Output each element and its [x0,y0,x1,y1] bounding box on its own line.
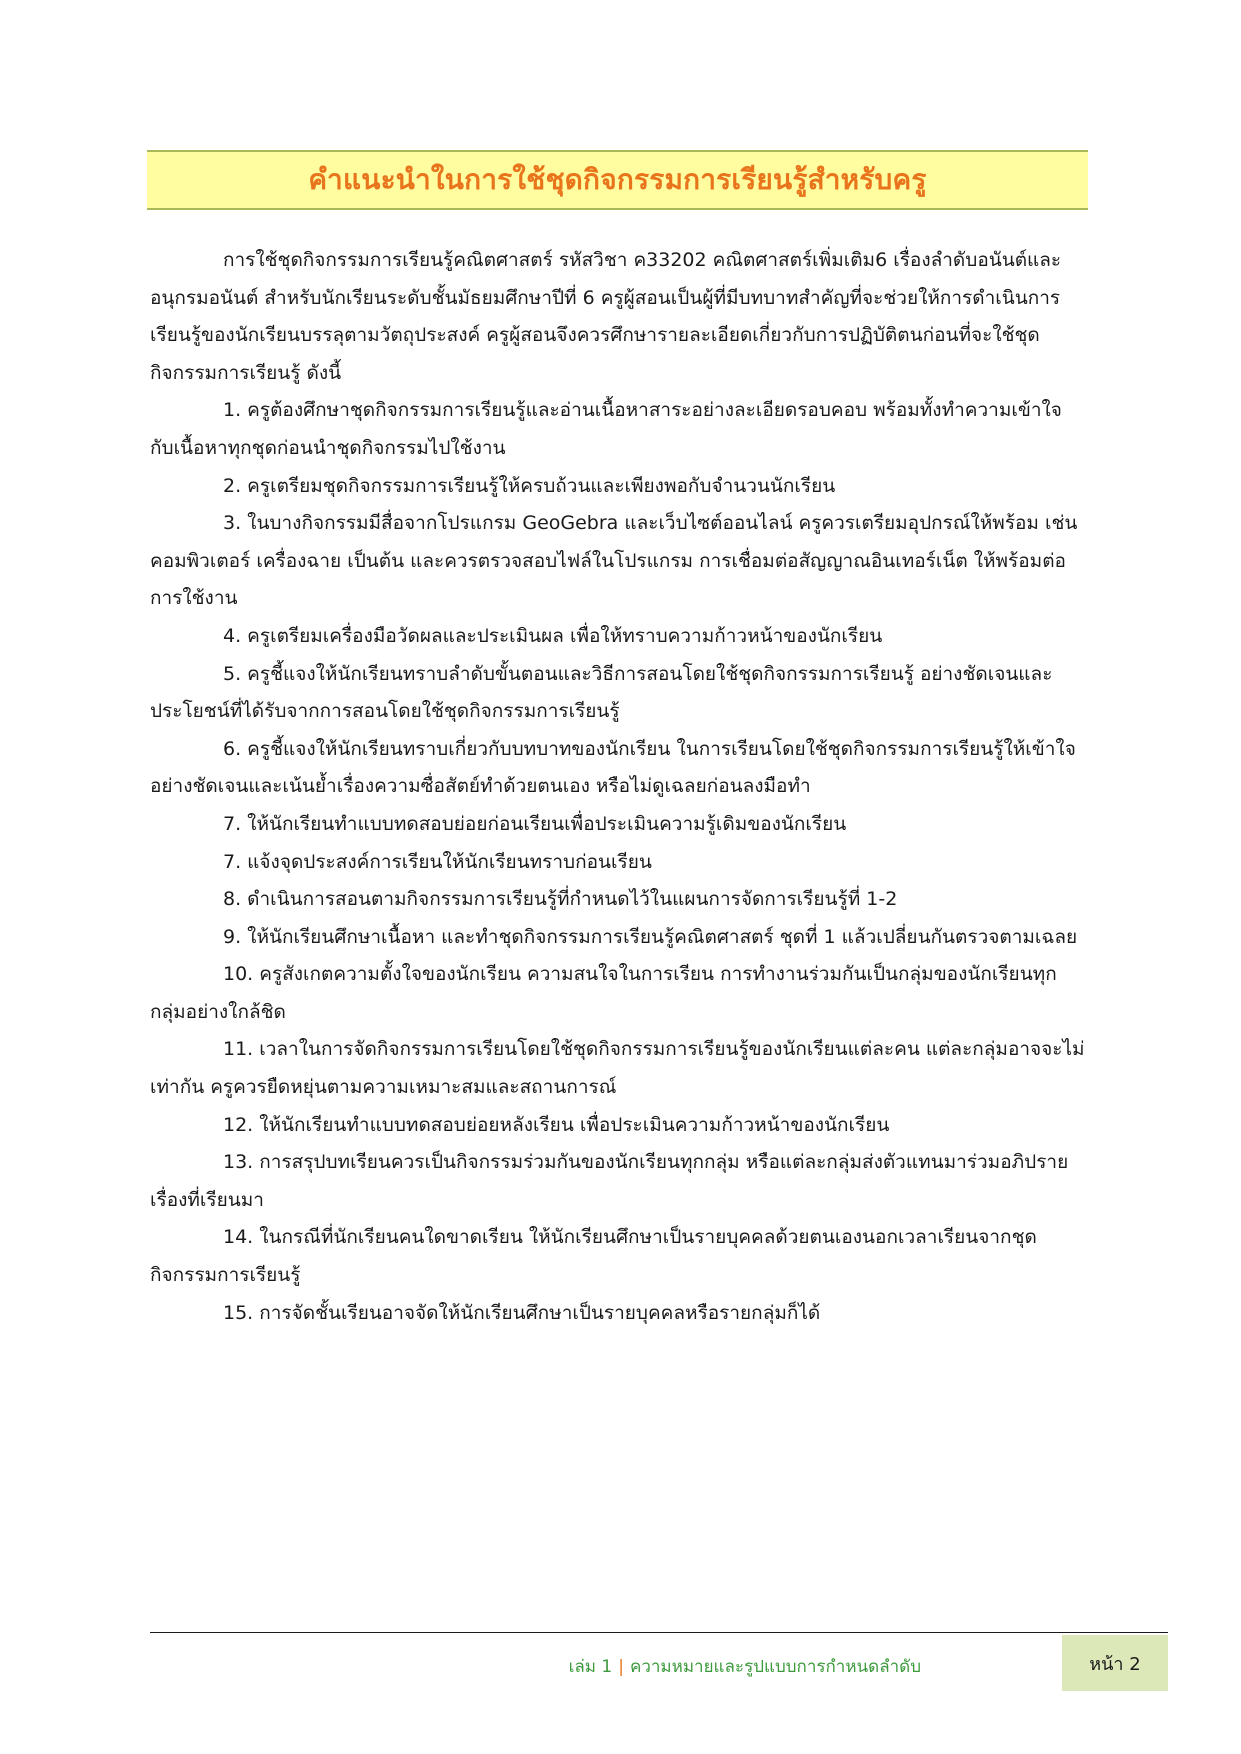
list-item: 2. ครูเตรียมชุดกิจกรรมการเรียนรู้ให้ครบถ้วนและเพียงพอกับจำนวนนักเรียน [223,474,836,497]
page-number-box [1062,1635,1168,1691]
list-item: 9. ให้นักเรียนศึกษาเนื้อหา และทำชุดกิจกรรมการเรียนรู้คณิตศาสตร์ ชุดที่ 1 แล้วเปลี่ยนกันตรวจตามเฉลย [223,925,1078,948]
instruction-body [150,242,1085,1332]
list-item: 12. ให้นักเรียนทำแบบทดสอบย่อยหลังเรียน เพื่อประเมินความก้าวหน้าของนักเรียน [223,1113,890,1136]
list-item: 7. ให้นักเรียนทำแบบทดสอบย่อยก่อนเรียนเพื่อประเมินความรู้เดิมของนักเรียน [223,812,847,835]
list-item: 5. ครูชี้แจงให้นักเรียนทราบลำดับขั้นตอนและวิธีการสอนโดยใช้ชุดกิจกรรมการเรียนรู้ อย่างชัดเจนและประโยชน์ที่ได้รับจากการสอนโดยใช้ชุดกิจกรรมการเรียนรู้ [150,662,1053,723]
list-item: 1. ครูต้องศึกษาชุดกิจกรรมการเรียนรู้และอ่านเนื้อหาสาระอย่างละเอียดรอบคอบ พร้อมทั้งทำความเข้าใจกับเนื้อหาทุกชุดก่อนนำชุดกิจกรรมไปใช้งาน [150,399,1062,459]
footer-separator: | [618,1657,624,1677]
title-banner [147,150,1088,210]
list-item: 15. การจัดชั้นเรียนอาจจัดให้นักเรียนศึกษาเป็นรายบุคคลหรือรายกลุ่มก็ได้ [223,1301,821,1324]
list-item: 7. แจ้งจุดประสงค์การเรียนให้นักเรียนทราบก่อนเรียน [223,850,652,873]
footer-book-info [569,1653,921,1680]
list-item: 3. ในบางกิจกรรมมีสื่อจากโปรแกรม GeoGebra และเว็บไซต์ออนไลน์ ครูควรเตรียมอุปกรณ์ให้พร้อม เช่น คอมพิวเตอร์ เครื่องฉาย เป็นต้น และควรตรวจสอบไฟล์ในโปรแกรม การเชื่อมต่อสัญญาณอินเทอร์เน็ต ให้พร้อมต่อการใช้งาน [150,512,1078,610]
footer-subject: ความหมายและรูปแบบการกำหนดลำดับ [629,1657,921,1677]
list-item: 11. เวลาในการจัดกิจกรรมการเรียนโดยใช้ชุดกิจกรรมการเรียนรู้ของนักเรียนแต่ละคน แต่ละกลุ่มอาจจะไม่เท่ากัน ครูควรยืดหยุ่นตามความเหมาะสมและสถานการณ์ [150,1038,1085,1099]
page-number: หน้า 2 [1089,1653,1141,1675]
page-title: คำแนะนำในการใช้ชุดกิจกรรมการเรียนรู้สำหรับครู [308,163,927,196]
list-item: 8. ดำเนินการสอนตามกิจกรรมการเรียนรู้ที่กำหนดไว้ในแผนการจัดการเรียนรู้ที่ 1-2 [223,888,898,911]
intro-paragraph: การใช้ชุดกิจกรรมการเรียนรู้คณิตศาสตร์ รหัสวิชา ค33202 คณิตศาสตร์เพิ่มเติม6 เรื่องลำดับอนันต์และอนุกรมอนันต์ สำหรับนักเรียนระดับชั้นมัธยมศึกษาปีที่ 6 ครูผู้สอนเป็นผู้ที่มีบทบาทสำคัญที่จะช่วยให้การดำเนินการเรียนรู้ของนักเรียนบรรลุตามวัตถุประสงค์ ครูผู้สอนจึงควรศึกษารายละเอียดเกี่ยวกับการปฏิบัติตนก่อนที่จะใช้ชุดกิจกรรมการเรียนรู้ ดังนี้ [150,249,1062,384]
list-item: 4. ครูเตรียมเครื่องมือวัดผลและประเมินผล เพื่อให้ทราบความก้าวหน้าของนักเรียน [223,624,883,647]
page-footer [0,1635,1241,1695]
list-item: 14. ในกรณีที่นักเรียนคนใดขาดเรียน ให้นักเรียนศึกษาเป็นรายบุคคลด้วยตนเองนอกเวลาเรียนจากชุดกิจกรรมการเรียนรู้ [150,1226,1037,1287]
list-item: 6. ครูชี้แจงให้นักเรียนทราบเกี่ยวกับบทบาทของนักเรียน ในการเรียนโดยใช้ชุดกิจกรรมการเรียนรู้ให้เข้าใจอย่างชัดเจนและเน้นย้ำเรื่องความซื่อสัตย์ทำด้วยตนเอง หรือไม่ดูเฉลยก่อนลงมือทำ [150,737,1076,798]
list-item: 13. การสรุปบทเรียนควรเป็นกิจกรรมร่วมกันของนักเรียนทุกกลุ่ม หรือแต่ละกลุ่มส่งตัวแทนมาร่วมอภิปรายเรื่องที่เรียนมา [150,1151,1069,1211]
footer-volume: เล่ม 1 [568,1657,613,1677]
list-item: 10. ครูสังเกตความตั้งใจของนักเรียน ความสนใจในการเรียน การทำงานร่วมกันเป็นกลุ่มของนักเรียนทุกกลุ่มอย่างใกล้ชิด [150,963,1057,1023]
footer-divider [150,1632,1168,1633]
